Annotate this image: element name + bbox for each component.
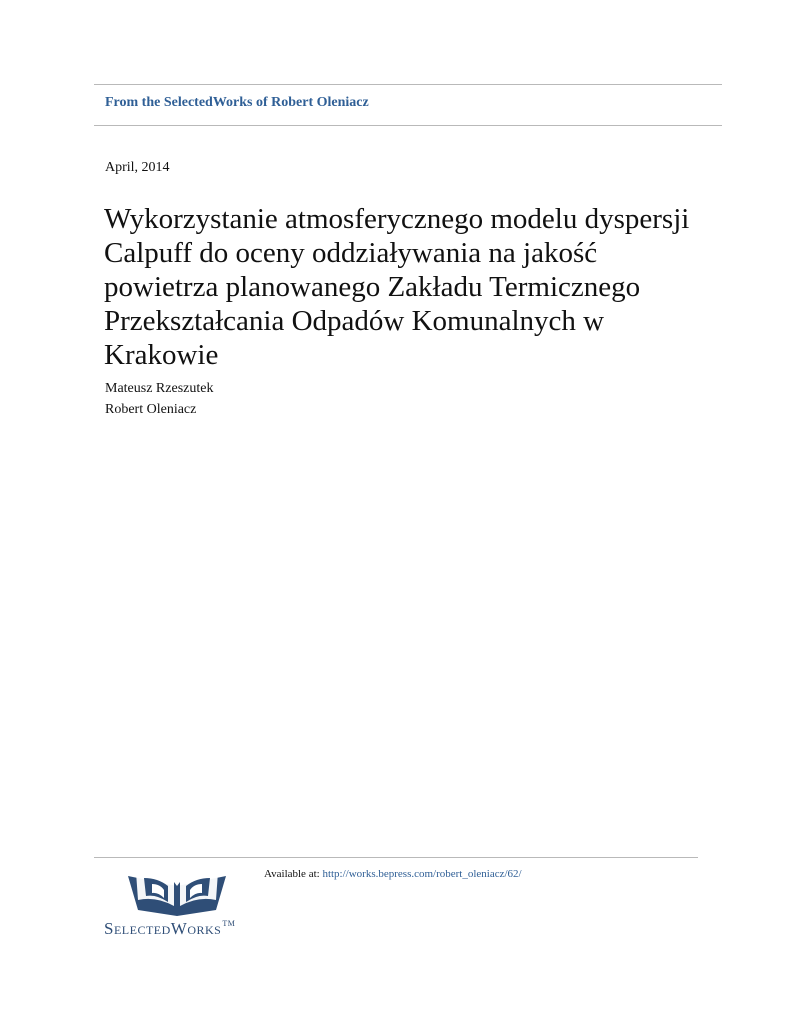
available-url-link[interactable]: http://works.bepress.com/robert_oleniacz/62/: [322, 868, 522, 880]
logo-wordmark: SelectedWorks™: [104, 919, 236, 938]
trademark-mark: TM: [222, 919, 236, 928]
title-line: Krakowie: [104, 339, 219, 371]
availability-note: [264, 868, 522, 880]
author-list: [105, 378, 213, 420]
publication-date: April, 2014: [105, 160, 170, 175]
title-line: powietrza planowanego Zakładu Termicznego: [104, 271, 641, 303]
selectedworks-author-link[interactable]: From the SelectedWorks of Robert Oleniacz: [105, 95, 369, 110]
document-title: [104, 202, 714, 372]
selectedworks-logo: [104, 866, 264, 946]
author-name: Robert Oleniacz: [105, 402, 197, 417]
title-line: Calpuff do oceny oddziaływania na jakość: [104, 237, 598, 269]
author-name: Mateusz Rzeszutek: [105, 381, 214, 396]
header-top-divider: [94, 84, 722, 85]
footer-divider: [94, 857, 698, 858]
header-bottom-divider: [94, 125, 722, 126]
available-label: Available at:: [264, 868, 320, 880]
title-line: Przekształcania Odpadów Komunalnych w: [104, 305, 605, 337]
title-line: Wykorzystanie atmosferycznego modelu dyspersji: [104, 203, 690, 235]
open-book-icon: [122, 866, 232, 918]
